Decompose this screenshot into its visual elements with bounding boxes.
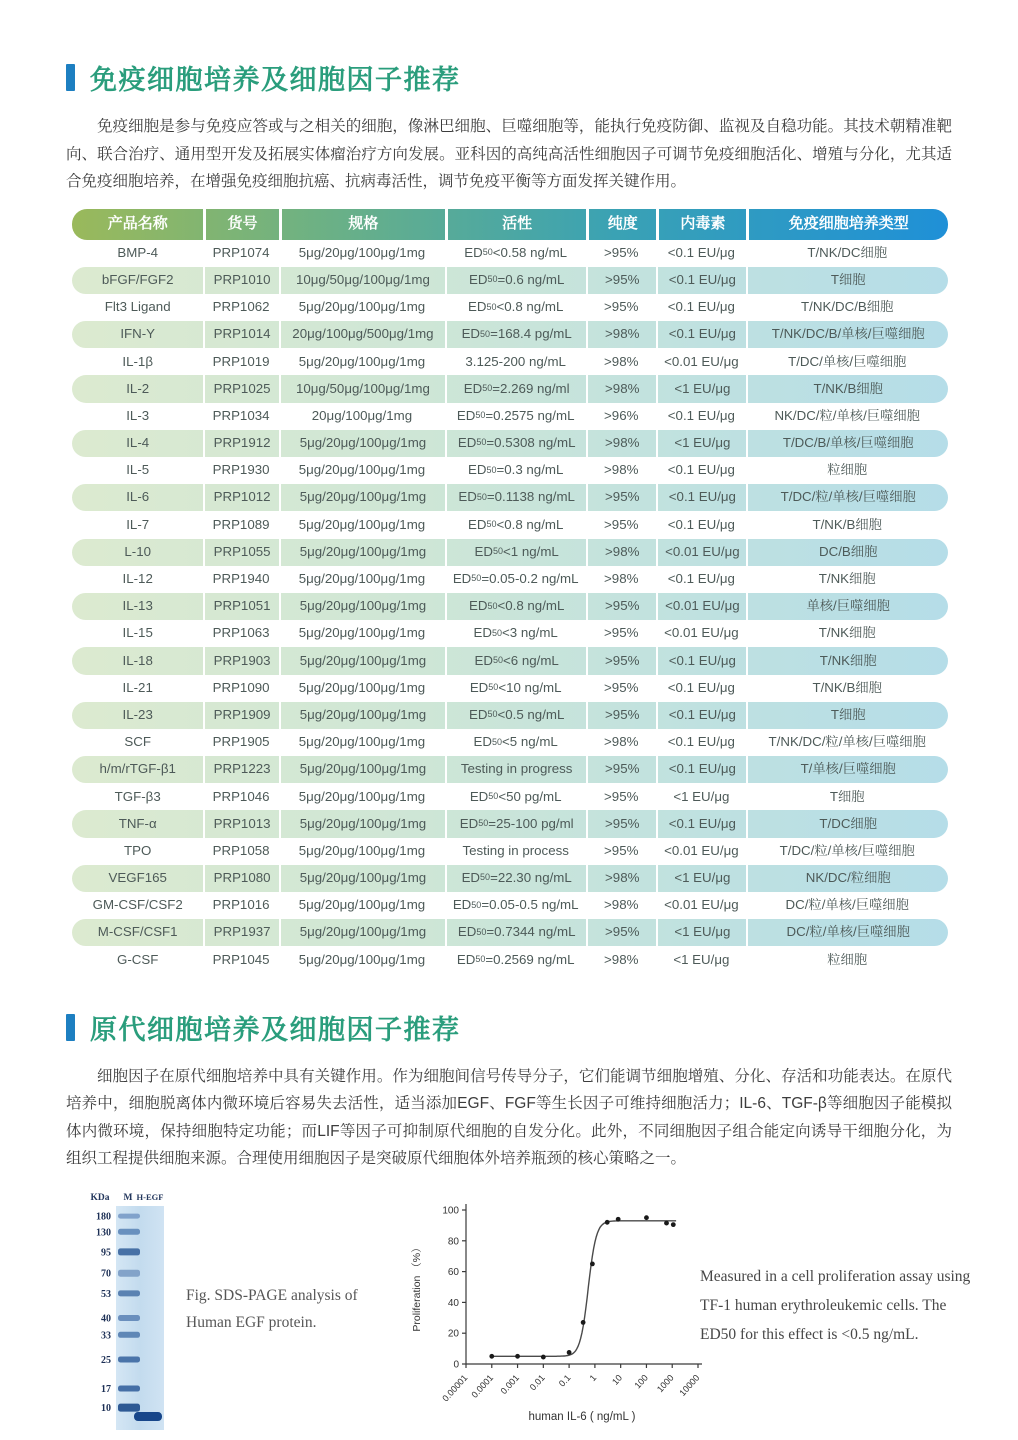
table-header-cell: 货号: [203, 209, 278, 240]
table-header-cell: 规格: [279, 209, 445, 240]
table-cell: PRP1062: [212, 299, 270, 315]
table-cell: TGF-β3: [114, 788, 161, 804]
table-cell: 5μg/20μg/100μg/1mg: [298, 462, 426, 478]
section1-paragraph: 免疫细胞是参与免疫应答或与之相关的细胞，像淋巴细胞、巨噬细胞等，能执行免疫防御、监视及自稳功能。其技术朝精准靶向、联合治疗、通用型开发及拓展实体瘤治疗方向发展。亚科因的高纯高活性细胞因子可调节免疫细胞活化、增殖与分化，尤其适合免疫细胞培养，在增强免疫细胞抗癌、抗病毒活性，调节免疫平衡等方面发挥关键作用。: [66, 118, 952, 190]
table-cell: PRP1045: [212, 951, 270, 967]
svg-text:10: 10: [101, 1402, 111, 1414]
table-cell: >95%: [586, 919, 656, 946]
table-cell: >95%: [604, 244, 639, 260]
table-cell: <0.1 EU/μg: [656, 756, 746, 783]
table-cell: T/NK/DC细胞: [807, 244, 888, 260]
table-cell: T/NK/B细胞: [746, 375, 947, 402]
table-row: [72, 348, 948, 375]
table-cell: ED 50 <10 ng/mL: [469, 679, 562, 695]
table-cell: M-CSF/CSF1: [97, 924, 178, 940]
table-cell: <0.01 EU/μg: [664, 897, 739, 913]
table-row: [72, 892, 948, 919]
table-cell: <0.1 EU/μg: [667, 679, 735, 695]
table-cell: >98%: [586, 321, 656, 348]
table-cell: 5μg/20μg/100μg/1mg: [279, 593, 445, 620]
table-cell: PRP1080: [203, 865, 278, 892]
table-cell: 20μg/100μg/1mg: [311, 407, 413, 423]
table-cell: 5μg/20μg/100μg/1mg: [279, 430, 445, 457]
table-cell: 5μg/20μg/100μg/1mg: [298, 353, 426, 369]
table-cell: IL-23: [122, 706, 153, 722]
table-cell: >95%: [586, 702, 656, 729]
table-row: [72, 403, 948, 430]
table-cell: PRP1025: [203, 375, 278, 402]
table-cell: 5μg/20μg/100μg/1mg: [279, 756, 445, 783]
table-header-cell: 活性: [445, 209, 586, 240]
section-primary-cells: [66, 1008, 952, 1173]
svg-text:human IL-6 ( ng/mL ): human IL-6 ( ng/mL ): [528, 1410, 636, 1423]
table-cell: >95%: [586, 267, 656, 294]
table-cell: VEGF165: [108, 870, 167, 886]
table-cell: PRP1903: [203, 647, 278, 674]
table-cell: PRP1051: [203, 593, 278, 620]
table-cell: 5μg/20μg/100μg/1mg: [279, 539, 445, 566]
table-cell: ED 50 <0.8 ng/mL: [445, 593, 586, 620]
table-cell: 20μg/100μg/500μg/1mg: [279, 321, 445, 348]
table-row: [72, 430, 948, 457]
table-cell: IL-7: [126, 516, 150, 532]
table-cell: 5μg/20μg/100μg/1mg: [279, 919, 445, 946]
table-row: [72, 729, 948, 756]
table-cell: ED 50 <50 pg/mL: [469, 788, 562, 804]
table-cell: h/m/rTGF-β1: [99, 761, 176, 777]
table-cell: PRP1905: [212, 734, 270, 750]
table-cell: ED 50 =0.5308 ng/mL: [445, 430, 586, 457]
table-cell: >98%: [604, 462, 639, 478]
table-cell: 5μg/20μg/100μg/1mg: [279, 865, 445, 892]
table-cell: PRP1909: [203, 702, 278, 729]
table-cell: ED 50 =25-100 pg/ml: [445, 810, 586, 837]
table-cell: 10μg/50μg/100μg/1mg: [279, 375, 445, 402]
svg-text:1000: 1000: [654, 1372, 676, 1394]
table-cell: >98%: [604, 951, 639, 967]
sds-page-gel-figure: [86, 1188, 190, 1440]
table-cell: IL-5: [126, 462, 150, 478]
table-cell: PRP1930: [212, 462, 270, 478]
table-cell: <0.1 EU/μg: [656, 321, 746, 348]
svg-text:80: 80: [447, 1235, 459, 1247]
svg-text:20: 20: [447, 1328, 459, 1340]
table-cell: ED 50 <3 ng/mL: [473, 625, 558, 641]
table-cell: 5μg/20μg/100μg/1mg: [298, 734, 426, 750]
table-cell: <0.1 EU/μg: [656, 647, 746, 674]
table-cell: 5μg/20μg/100μg/1mg: [298, 625, 426, 641]
table-cell: T/NK/DC/B/单核/巨噬细胞: [746, 321, 947, 348]
table-cell: 5μg/20μg/100μg/1mg: [298, 516, 426, 532]
table-cell: >98%: [604, 353, 639, 369]
svg-text:0.0001: 0.0001: [469, 1372, 496, 1400]
table-cell: PRP1014: [203, 321, 278, 348]
table-cell: ED 50 =0.7344 ng/mL: [445, 919, 586, 946]
table-cell: T/NK/DC/粒/单核/巨噬细胞: [768, 734, 926, 750]
table-row: [72, 375, 948, 402]
table-cell: >98%: [604, 734, 639, 750]
svg-text:1: 1: [587, 1372, 599, 1383]
table-cell: T细胞: [746, 267, 947, 294]
svg-text:130: 130: [96, 1226, 111, 1238]
section1-title: 免疫细胞培养及细胞因子推荐: [90, 65, 461, 95]
table-cell: >98%: [604, 571, 639, 587]
table-cell: T/DC/粒/单核/巨噬细胞: [746, 484, 947, 511]
table-cell: DC/粒/单核/巨噬细胞: [746, 919, 947, 946]
table-cell: T/单核/巨噬细胞: [746, 756, 947, 783]
table-cell: >95%: [586, 484, 656, 511]
table-cell: <0.01 EU/μg: [664, 625, 739, 641]
product-table: [72, 209, 948, 974]
table-cell: <0.1 EU/μg: [667, 462, 735, 478]
table-cell: T/DC/B/单核/巨噬细胞: [746, 430, 947, 457]
table-cell: PRP1089: [212, 516, 270, 532]
table-cell: ED 50 =0.2575 ng/mL: [456, 407, 575, 423]
table-cell: Flt3 Ligand: [104, 299, 171, 315]
table-cell: 3.125-200 ng/mL: [465, 353, 566, 369]
svg-text:40: 40: [101, 1313, 111, 1325]
table-cell: NK/DC/粒细胞: [746, 865, 947, 892]
table-cell: 单核/巨噬细胞: [746, 593, 947, 620]
table-cell: 粒细胞: [827, 462, 868, 478]
table-cell: PRP1058: [212, 842, 270, 858]
table-cell: <1 EU/μg: [673, 788, 730, 804]
svg-text:0.001: 0.001: [498, 1372, 522, 1396]
table-cell: <0.1 EU/μg: [667, 244, 735, 260]
table-row: [72, 783, 948, 810]
table-row: [72, 566, 948, 593]
table-cell: IL-13: [122, 598, 153, 614]
svg-text:M: M: [123, 1192, 133, 1203]
table-row: [72, 919, 948, 946]
table-cell: PRP1090: [212, 679, 270, 695]
table-cell: PRP1034: [212, 407, 270, 423]
table-cell: 5μg/20μg/100μg/1mg: [298, 571, 426, 587]
table-cell: >95%: [604, 842, 639, 858]
table-cell: ED 50 =0.3 ng/mL: [467, 462, 564, 478]
table-row: [72, 620, 948, 647]
table-cell: PRP1019: [212, 353, 270, 369]
table-cell: IL-12: [122, 571, 153, 587]
table-cell: T/DC/单核/巨噬细胞: [788, 353, 907, 369]
table-cell: L-10: [124, 543, 151, 559]
table-row: [72, 511, 948, 538]
table-cell: PRP1010: [203, 267, 278, 294]
table-row: [72, 946, 948, 973]
table-header-cell: 产品名称: [107, 214, 168, 232]
table-header-row: [72, 209, 948, 240]
svg-text:95: 95: [101, 1246, 111, 1258]
table-cell: <0.1 EU/μg: [667, 299, 735, 315]
table-cell: 5μg/20μg/100μg/1mg: [298, 788, 426, 804]
table-cell: Testing in progress: [445, 756, 586, 783]
table-cell: <1 EU/μg: [673, 951, 730, 967]
table-cell: ED 50 =0.6 ng/mL: [445, 267, 586, 294]
table-cell: IL-1β: [122, 353, 153, 369]
table-header-cell: 内毒素: [656, 209, 746, 240]
table-cell: T/NK细胞: [818, 571, 876, 587]
table-cell: PRP1063: [212, 625, 270, 641]
table-cell: IL-2: [126, 380, 150, 396]
figures-row: [0, 1186, 1018, 1440]
table-row: [72, 838, 948, 865]
table-cell: 5μg/20μg/100μg/1mg: [279, 647, 445, 674]
table-cell: >95%: [586, 647, 656, 674]
table-cell: IL-15: [122, 625, 153, 641]
table-cell: T/NK/DC/B细胞: [801, 299, 894, 315]
table-cell: 5μg/20μg/100μg/1mg: [279, 484, 445, 511]
table-cell: 粒细胞: [827, 951, 868, 967]
table-cell: 5μg/20μg/100μg/1mg: [279, 702, 445, 729]
table-cell: IL-3: [126, 407, 150, 423]
assay-note: Measured in a cell proliferation assay using TF-1 human erythroleukemic cells. The ED50 for this effect is <0.5 ng/mL.: [700, 1267, 971, 1343]
table-cell: T/DC/粒/单核/巨噬细胞: [779, 842, 915, 858]
table-cell: TPO: [124, 842, 152, 858]
section-immune-cells: [66, 58, 952, 974]
table-cell: <1 EU/μg: [656, 865, 746, 892]
section2-title-row: [66, 1008, 952, 1047]
svg-text:40: 40: [447, 1297, 459, 1309]
table-cell: <0.01 EU/μg: [656, 539, 746, 566]
table-cell: >98%: [586, 539, 656, 566]
table-cell: <0.1 EU/μg: [656, 267, 746, 294]
table-row: [72, 865, 948, 892]
table-cell: <0.01 EU/μg: [664, 353, 739, 369]
svg-text:10: 10: [610, 1372, 625, 1387]
table-row: [72, 675, 948, 702]
table-row: [72, 593, 948, 620]
table-cell: >95%: [604, 625, 639, 641]
table-cell: 5μg/20μg/100μg/1mg: [298, 842, 426, 858]
section1-title-row: [66, 58, 952, 97]
table-cell: <0.1 EU/μg: [656, 484, 746, 511]
table-cell: >98%: [586, 865, 656, 892]
table-cell: PRP1074: [212, 244, 270, 260]
svg-text:KDa: KDa: [90, 1192, 110, 1203]
table-cell: ED 50 =22.30 ng/mL: [445, 865, 586, 892]
table-cell: <0.1 EU/μg: [656, 702, 746, 729]
table-cell: 5μg/20μg/100μg/1mg: [298, 897, 426, 913]
table-cell: <1 EU/μg: [656, 919, 746, 946]
table-cell: IFN-Y: [120, 326, 156, 342]
table-cell: ED 50 <0.58 ng/mL: [464, 244, 568, 260]
table-cell: >95%: [604, 516, 639, 532]
table-cell: >98%: [586, 430, 656, 457]
table-cell: 5μg/20μg/100μg/1mg: [298, 299, 426, 315]
table-cell: 5μg/20μg/100μg/1mg: [279, 810, 445, 837]
table-cell: G-CSF: [117, 951, 159, 967]
table-cell: 5μg/20μg/100μg/1mg: [298, 244, 426, 260]
table-cell: 10μg/50μg/100μg/1mg: [279, 267, 445, 294]
table-row: [72, 539, 948, 566]
table-cell: >98%: [604, 897, 639, 913]
title-accent-bar-icon: [66, 1014, 75, 1041]
table-cell: PRP1013: [203, 810, 278, 837]
table-cell: ED 50 <1 ng/mL: [445, 539, 586, 566]
section2-title: 原代细胞培养及细胞因子推荐: [90, 1014, 461, 1045]
table-cell: <0.01 EU/μg: [656, 593, 746, 620]
table-row: [72, 810, 948, 837]
table-cell: <0.1 EU/μg: [656, 810, 746, 837]
svg-text:180: 180: [96, 1211, 111, 1223]
table-cell: <0.01 EU/μg: [664, 842, 739, 858]
table-cell: ED 50 <0.5 ng/mL: [445, 702, 586, 729]
table-cell: ED 50 <0.8 ng/mL: [467, 516, 564, 532]
table-cell: IL-6: [126, 489, 150, 505]
gel-caption: Fig. SDS-PAGE analysis of Human EGF protein.: [186, 1286, 358, 1331]
svg-text:0.00001: 0.00001: [440, 1372, 470, 1404]
svg-text:0.1: 0.1: [556, 1372, 573, 1389]
proliferation-chart: [404, 1186, 720, 1440]
table-cell: <0.1 EU/μg: [667, 734, 735, 750]
svg-text:25: 25: [101, 1354, 111, 1366]
table-cell: PRP1937: [203, 919, 278, 946]
svg-text:H-EGF: H-EGF: [136, 1191, 164, 1202]
table-cell: ED 50 <0.8 ng/mL: [467, 299, 564, 315]
table-cell: ED 50 =0.05-0.5 ng/mL: [452, 897, 579, 913]
table-cell: IL-18: [122, 652, 153, 668]
svg-text:100: 100: [442, 1205, 459, 1217]
table-cell: PRP1016: [212, 897, 270, 913]
table-row: [72, 240, 948, 267]
table-cell: >95%: [604, 679, 639, 695]
table-cell: PRP1912: [203, 430, 278, 457]
table-row: [72, 321, 948, 348]
table-cell: PRP1046: [212, 788, 270, 804]
table-cell: IL-4: [126, 435, 150, 451]
table-cell: <1 EU/μg: [656, 375, 746, 402]
table-cell: PRP1012: [203, 484, 278, 511]
table-cell: T细胞: [746, 702, 947, 729]
table-cell: PRP1055: [203, 539, 278, 566]
table-cell: >95%: [604, 299, 639, 315]
table-cell: T/NK细胞: [818, 625, 876, 641]
table-cell: ED 50 =0.05-0.2 ng/mL: [452, 571, 579, 587]
svg-text:Proliferation （%）: Proliferation （%）: [411, 1241, 423, 1332]
table-cell: T/NK细胞: [746, 647, 947, 674]
svg-text:10000: 10000: [677, 1372, 702, 1398]
table-cell: bFGF/FGF2: [101, 271, 174, 287]
table-row: [72, 647, 948, 674]
svg-text:70: 70: [101, 1268, 111, 1280]
svg-text:0.01: 0.01: [527, 1372, 547, 1392]
table-cell: DC/粒/单核/巨噬细胞: [785, 897, 909, 913]
table-cell: PRP1940: [212, 571, 270, 587]
table-cell: T/DC细胞: [746, 810, 947, 837]
table-cell: 5μg/20μg/100μg/1mg: [298, 679, 426, 695]
table-cell: >95%: [586, 756, 656, 783]
table-cell: ED 50 =168.4 pg/mL: [445, 321, 586, 348]
svg-text:100: 100: [632, 1372, 650, 1391]
table-cell: TNF-α: [118, 815, 157, 831]
table-cell: GM-CSF/CSF2: [92, 897, 183, 913]
table-row: [72, 484, 948, 511]
table-cell: NK/DC/粒/单核/巨噬细胞: [774, 407, 920, 423]
table-cell: ED 50 <6 ng/mL: [445, 647, 586, 674]
table-row: [72, 756, 948, 783]
table-cell: >98%: [586, 375, 656, 402]
svg-text:17: 17: [101, 1383, 111, 1395]
title-accent-bar-icon: [66, 64, 75, 91]
table-row: [72, 267, 948, 294]
table-cell: T/NK/B细胞: [812, 516, 882, 532]
table-cell: <0.1 EU/μg: [667, 516, 735, 532]
svg-text:0: 0: [453, 1359, 459, 1371]
table-cell: <0.1 EU/μg: [667, 407, 735, 423]
table-cell: SCF: [124, 734, 151, 750]
table-cell: >96%: [604, 407, 639, 423]
table-cell: BMP-4: [117, 244, 159, 260]
table-cell: IL-21: [122, 679, 153, 695]
table-header-cell: 纯度: [586, 209, 656, 240]
table-cell: <0.1 EU/μg: [667, 571, 735, 587]
svg-text:53: 53: [101, 1288, 111, 1300]
table-cell: ED 50 =0.2569 ng/mL: [456, 951, 575, 967]
table-cell: >95%: [586, 593, 656, 620]
table-cell: ED 50 =2.269 ng/ml: [445, 375, 586, 402]
table-row: [72, 457, 948, 484]
table-cell: PRP1223: [203, 756, 278, 783]
table-cell: >95%: [586, 810, 656, 837]
table-cell: T/NK/B细胞: [812, 679, 882, 695]
table-cell: ED 50 =0.1138 ng/mL: [445, 484, 586, 511]
svg-text:33: 33: [101, 1329, 111, 1341]
table-cell: >95%: [604, 788, 639, 804]
svg-text:60: 60: [447, 1266, 459, 1278]
table-cell: DC/B细胞: [746, 539, 947, 566]
table-cell: Testing in process: [462, 842, 569, 858]
table-cell: ED 50 <5 ng/mL: [473, 734, 558, 750]
table-cell: 5μg/20μg/100μg/1mg: [298, 951, 426, 967]
table-row: [72, 702, 948, 729]
table-cell: <1 EU/μg: [656, 430, 746, 457]
table-cell: T细胞: [829, 788, 865, 804]
section2-paragraph: 细胞因子在原代细胞培养中具有关键作用。作为细胞间信号传导分子，它们能调节细胞增殖、分化、存活和功能表达。在原代培养中，细胞脱离体内微环境后容易失去活性，适当添加EGF、FGF等生长因子可维持细胞活力；IL-6、TGF-β等细胞因子能模拟体内微环境，保持细胞特定功能；而LIF等因子可抑制原代细胞的自发分化。此外，不同细胞因子组合能定向诱导干细胞分化，为组织工程提供细胞来源。合理使用细胞因子是突破原代细胞体外培养瓶颈的核心策略之一。: [66, 1067, 952, 1168]
table-row: [72, 294, 948, 321]
table-header-cell: 免疫细胞培养类型: [746, 209, 947, 240]
